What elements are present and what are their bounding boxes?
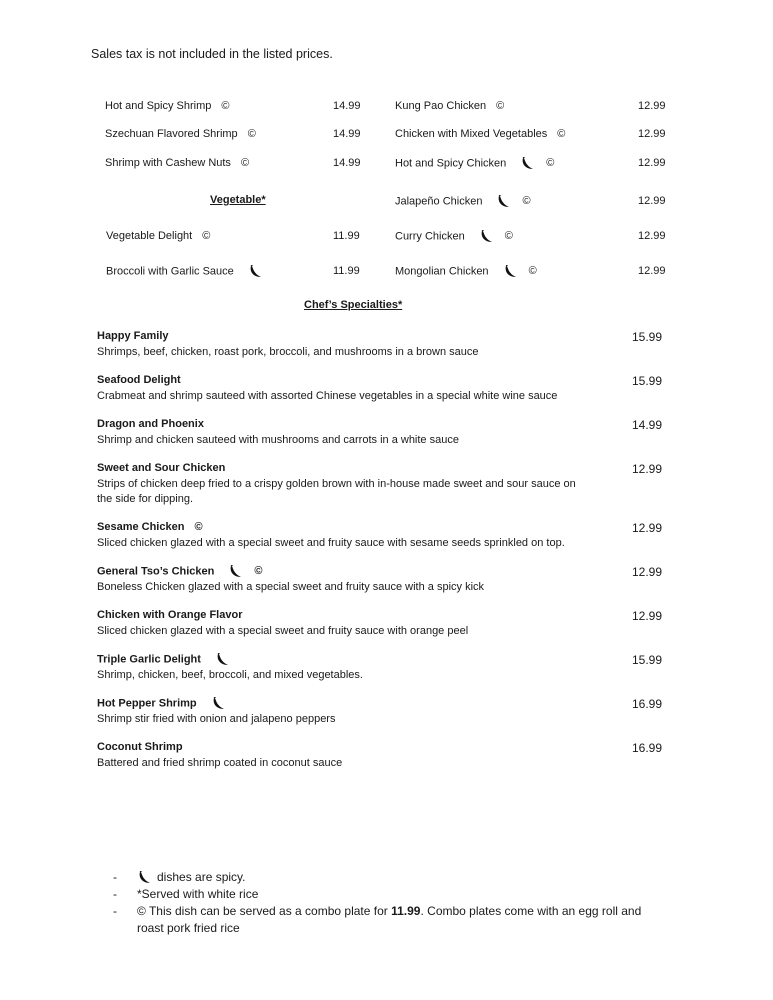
specialty-name-line <box>97 653 617 668</box>
item-name: Hot and Spicy Shrimp <box>105 100 212 112</box>
item-name: Hot Pepper Shrimp <box>97 697 197 710</box>
chili-pepper-icon <box>248 265 262 278</box>
specialty-description: Sliced chicken glazed with a special sweet and fruity sauce with orange peel <box>97 625 469 637</box>
item-name: Broccoli with Garlic Sauce <box>106 265 234 278</box>
item-name: Vegetable Delight <box>106 230 193 242</box>
specialty-item <box>97 374 617 404</box>
specialty-name-line <box>97 418 617 433</box>
item-name: Hot and Spicy Chicken <box>395 157 507 170</box>
chili-pepper-icon <box>211 697 225 710</box>
menu-item <box>105 157 249 169</box>
specialty-price: 15.99 <box>632 330 663 344</box>
item-name: Jalapeño Chicken <box>395 195 483 208</box>
item-name: Szechuan Flavored Shrimp <box>105 128 238 140</box>
specialty-name-line <box>97 330 617 345</box>
menu-item <box>106 230 210 242</box>
item-name: Coconut Shrimp <box>97 741 183 753</box>
chili-pepper-icon <box>503 265 517 278</box>
specialty-name-line <box>97 462 617 477</box>
specialty-name-line <box>97 565 617 580</box>
specialty-price: 15.99 <box>632 653 663 667</box>
specialty-item <box>97 653 617 683</box>
item-price: 12.99 <box>638 230 666 242</box>
specialty-price: 16.99 <box>632 741 663 755</box>
item-price: 14.99 <box>333 157 361 169</box>
specialty-item <box>97 741 617 771</box>
item-price: 11.99 <box>333 265 360 277</box>
specialty-name-line <box>97 741 617 756</box>
chili-pepper-icon <box>215 653 229 666</box>
specialty-item <box>97 697 617 727</box>
specialty-name-line <box>97 374 617 389</box>
specialty-price: 12.99 <box>632 462 663 476</box>
item-name: Sesame Chicken <box>97 521 185 533</box>
menu-item <box>395 157 554 170</box>
item-name: Chicken with Mixed Vegetables <box>395 128 548 140</box>
footnotes <box>113 869 673 937</box>
item-name: Chicken with Orange Flavor <box>97 609 243 621</box>
specialty-description: Crabmeat and shrimp sauteed with assorted Chinese vegetables in a special white wine sauce <box>97 390 558 402</box>
combo-symbol: © <box>528 265 537 278</box>
item-price: 12.99 <box>638 265 666 277</box>
item-price: 12.99 <box>638 100 666 112</box>
item-name: Sweet and Sour Chicken <box>97 462 226 474</box>
specialty-description: Strips of chicken deep fried to a crispy golden brown with in-house made sweet and sour sauce on <box>97 478 576 490</box>
item-price: 14.99 <box>333 128 361 140</box>
menu-item <box>106 265 268 278</box>
menu-item <box>105 100 230 112</box>
item-name: Kung Pao Chicken <box>395 100 487 112</box>
combo-price: 11.99 <box>391 904 421 918</box>
item-name: General Tso’s Chicken <box>97 565 215 578</box>
combo-symbol: © <box>202 230 211 242</box>
item-price: 11.99 <box>333 230 360 242</box>
tax-note: Sales tax is not included in the listed prices. <box>91 47 333 61</box>
item-name: Mongolian Chicken <box>395 265 489 278</box>
specialty-item <box>97 418 617 448</box>
specialty-description: Shrimp, chicken, beef, broccoli, and mixed vegetables. <box>97 669 363 681</box>
chili-pepper-icon <box>496 195 510 208</box>
specialty-description: Battered and fried shrimp coated in coconut sauce <box>97 757 343 769</box>
specialty-item <box>97 565 617 595</box>
specialty-description: the side for dipping. <box>97 493 194 505</box>
combo-symbol: © <box>240 157 250 169</box>
specialty-price: 12.99 <box>632 521 663 535</box>
item-name: Curry Chicken <box>395 230 465 243</box>
specialty-price: 15.99 <box>632 374 663 388</box>
combo-symbol: © <box>504 230 513 243</box>
menu-item <box>395 230 513 243</box>
specialty-description: Shrimps, beef, chicken, roast pork, broccoli, and mushrooms in a brown sauce <box>97 346 479 358</box>
item-price: 12.99 <box>638 157 666 169</box>
item-name: Shrimp with Cashew Nuts <box>105 157 231 169</box>
chili-pepper-icon <box>520 157 534 170</box>
specialty-description: Sliced chicken glazed with a special sweet and fruity sauce with sesame seeds sprinkled on top. <box>97 537 565 549</box>
combo-symbol: © <box>194 521 203 533</box>
menu-item <box>395 195 531 208</box>
item-name: Dragon and Phoenix <box>97 418 204 430</box>
specialty-item <box>97 521 617 551</box>
specialty-price: 16.99 <box>632 697 663 711</box>
footnote-rice: - *Served with white rice <box>113 887 259 901</box>
specialty-name-line <box>97 697 617 712</box>
chili-pepper-icon <box>479 230 493 243</box>
vegetable-heading: Vegetable* <box>210 194 266 206</box>
specialty-item <box>97 462 617 507</box>
specialty-name-line <box>97 609 617 624</box>
combo-symbol: © <box>496 100 505 112</box>
footnote-spicy: - dishes are spicy. <box>113 870 246 884</box>
combo-symbol: © <box>522 195 531 208</box>
menu-item <box>105 128 256 140</box>
specialty-description: Shrimp and chicken sauteed with mushrooms and carrots in a white sauce <box>97 434 459 446</box>
specialty-price: 12.99 <box>632 609 663 623</box>
footnote-combo: - © This dish can be served as a combo plate for 11.99. Combo plates come with an egg roll and roast pork fried rice <box>113 904 642 935</box>
menu-item <box>395 100 504 112</box>
specialty-item <box>97 330 617 360</box>
combo-symbol: © <box>221 100 230 112</box>
menu-item <box>395 128 565 140</box>
chili-pepper-icon <box>228 565 242 578</box>
specialties-heading: Chef’s Specialties* <box>304 299 403 311</box>
item-name: Happy Family <box>97 330 169 342</box>
specialty-description: Shrimp stir fried with onion and jalapeno peppers <box>97 713 336 725</box>
item-price: 12.99 <box>638 195 666 207</box>
combo-symbol: © <box>557 128 566 140</box>
item-price: 14.99 <box>333 100 361 112</box>
specialty-price: 14.99 <box>632 418 663 432</box>
combo-symbol: © <box>546 157 555 170</box>
combo-symbol: © <box>247 128 256 140</box>
item-name: Seafood Delight <box>97 374 181 386</box>
menu-item <box>395 265 537 278</box>
specialty-price: 12.99 <box>632 565 663 579</box>
chili-pepper-icon <box>137 871 151 884</box>
specialty-name-line <box>97 521 617 536</box>
item-price: 12.99 <box>638 128 666 140</box>
specialty-description: Boneless Chicken glazed with a special sweet and fruity sauce with a spicy kick <box>97 581 485 593</box>
item-name: Triple Garlic Delight <box>97 653 201 666</box>
combo-symbol: © <box>254 565 263 578</box>
specialty-item <box>97 609 617 639</box>
